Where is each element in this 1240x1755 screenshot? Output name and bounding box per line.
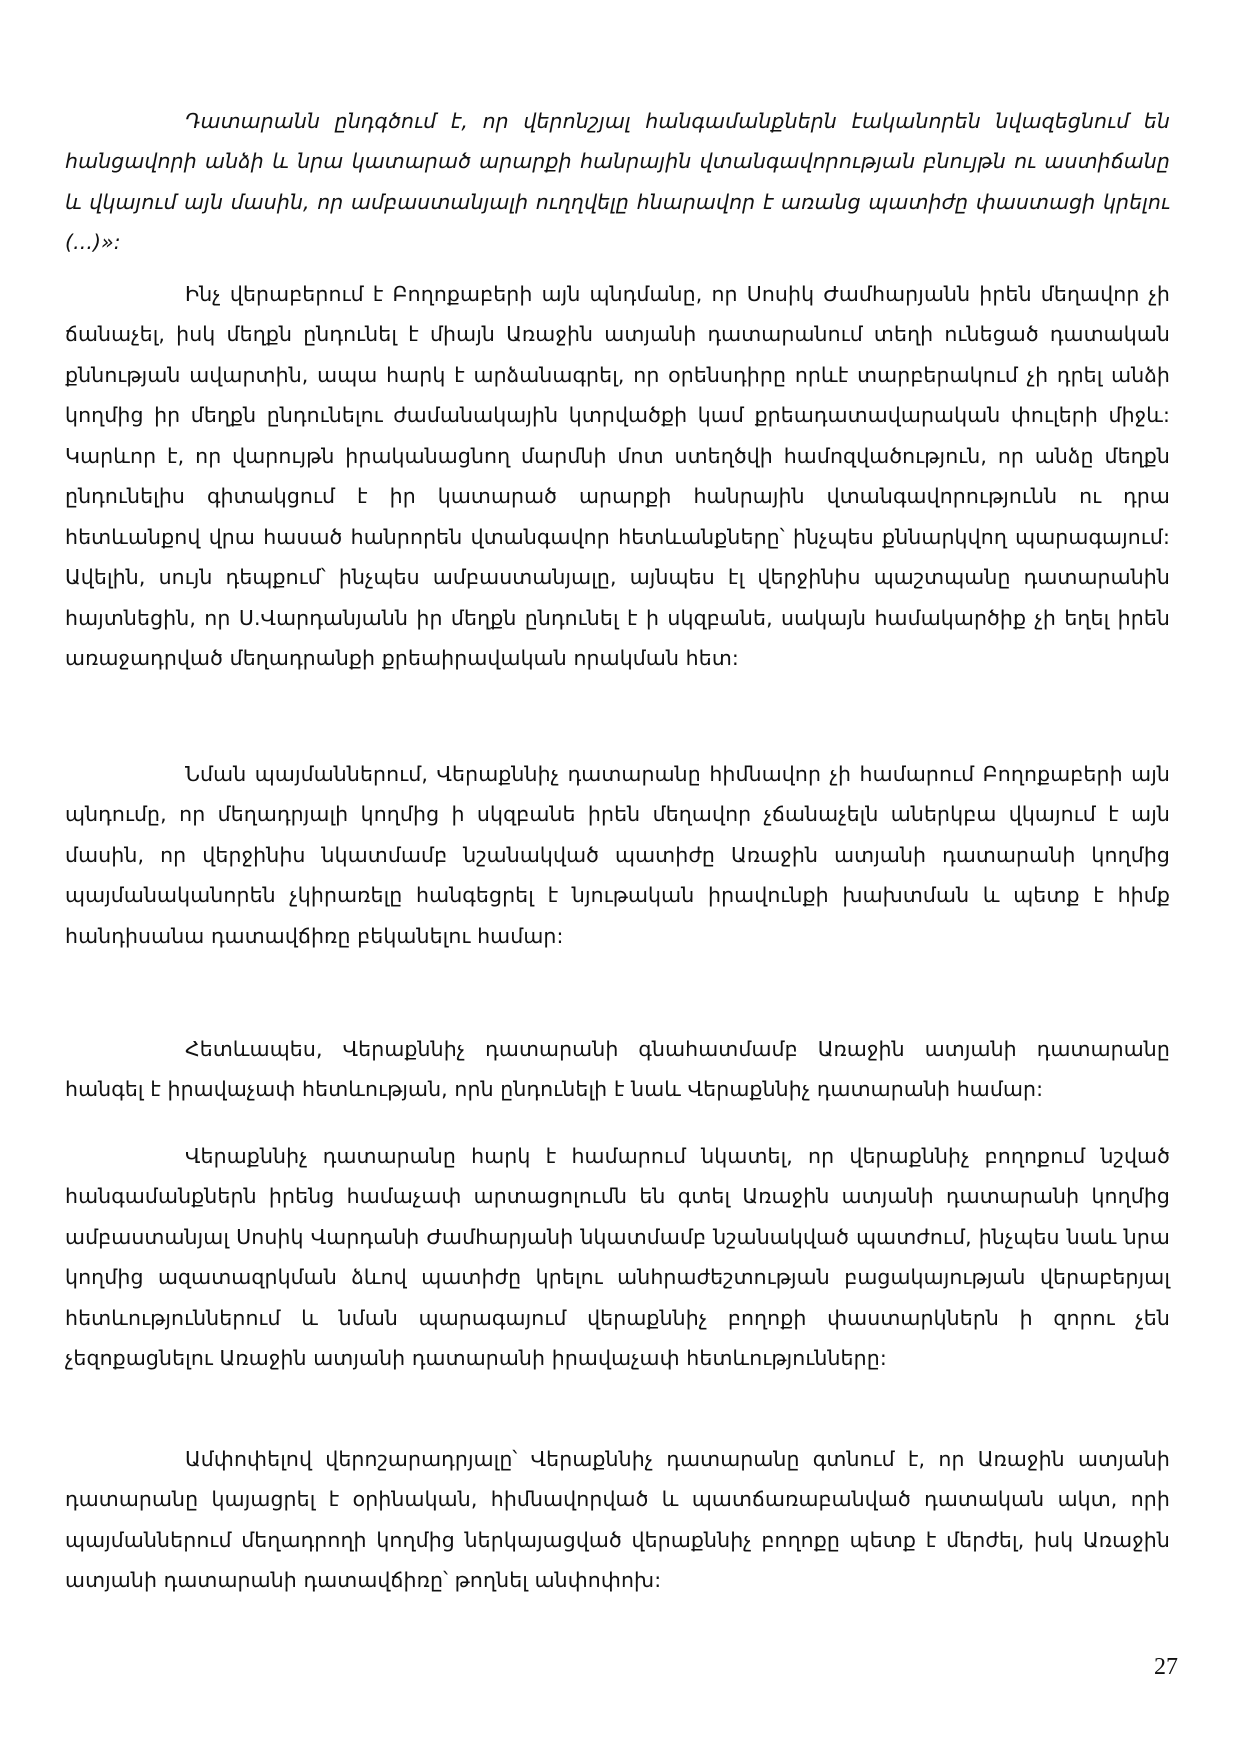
paragraph-appeal-claim-rejected: Նման պայմաններում, Վերաքննիչ դատարանը հիմնավոր չի համարում Բողոքաբերի այն պնդումը, որ մեղադրյալի կողմից ի սկզբանե իրեն մեղավոր չճանաչելն աներկբա վկայում է այն մասին, որ վերջինիս նկատմամբ նշանակված պատիժը Առաջին ատյանի դատարանի կողմից պայմանականորեն չկիրառելը հանգեցրել է նյութական իրավունքի խախտման և պետք է հիմք հանդիսանա դատավճիռը բեկանելու համար: [65,761,1170,948]
paragraph-final-summary: Ամփոփելով վերոշարադրյալը՝ Վերաքննիչ դատարանը գտնում է, որ Առաջին ատյանի դատարանը կայացրել է օրինական, հիմնավորված և պատճառաբանված դատական ակտ, որի պայմաններում մեղադրողի կողմից ներկայացված վերաքննիչ բողոքը պետք է մերժել, իսկ Առաջին ատյանի դատարանի դատավճիռը՝ թողնել անփոփոխ: [65,1446,1170,1592]
paragraph-circumstances-reflected: Վերաքննիչ դատարանը հարկ է համարում նկատել, որ վերաքննիչ բողոքում նշված հանգամանքներն իրենց համաչափ արտացոլումն են գտել Առաջին ատյանի դատարանի կողմից ամբաստանյալ Սոսիկ Վարդանի Ժամհարյանի նկատմամբ նշանակված պատժում, ինչպես նաև նրա կողմից ազատազրկման ձևով պատիժը կրելու անհրաժեշտության բացակայության վերաբերյալ հետևություններում և նման պարագայում վերաքննիչ բողոքի փաստարկներն ի զորու չեն չեզոքացնելու Առաջին ատյանի դատարանի իրավաչափ հետևությունները: [65,1143,1170,1370]
paragraph-conclusion-lawful: Հետևապես, Վերաքննիչ դատարանի գնահատմամբ Առաջին ատյանի դատարանը հանգել է իրավաչափ հետևության, որն ընդունելի է նաև Վերաքննիչ դատարանի համար: [65,1036,1170,1101]
page-number: 27 [1154,1654,1178,1680]
paragraph-guilt-admission-timing: Ինչ վերաբերում է Բողոքաբերի այն պնդմանը, որ Սոսիկ Ժամհարյանն իրեն մեղավոր չի ճանաչել, իսկ մեղքն ընդունել է միայն Առաջին ատյանի դատարանում տեղի ունեցած դատական քննության ավարտին, ապա հարկ է արձանագրել, որ օրենսդիրը որևէ տարբերակում չի դրել անձի կողմից իր մեղքն ընդունելու ժամանակային կտրվածքի կամ քրեադատավարական փուլերի միջև: Կարևոր է, որ վարույթն իրականացնող մարմնի մոտ ստեղծվի համոզվածություն, որ անձը մեղքն ընդունելիս գիտակցում է իր կատարած արարքի հանրային վտանգավորությունն ու դրա հետևանքով վրա հասած հանրորեն վտանգավոր հետևանքները՝ ինչպես քննարկվող պարագայում: Ավելին, սույն դեպքում՝ ինչպես ամբաստանյալը, այնպես էլ վերջինիս պաշտպանը դատարանին հայտնեցին, որ Ս.Վարդանյանն իր մեղքն ընդունել է ի սկզբանե, սակայն համակարծիք չի եղել իրեն առաջադրված մեղադրանքի քրեաիրավական որակման հետ: [65,281,1170,670]
paragraph-quote-court-emphasis: Դատարանն ընդգծում է, որ վերոնշյալ հանգամանքներն էականորեն նվազեցնում են հանցավորի անձի և նրա կատարած արարքի հանրային վտանգավորության բնույթն ու աստիճանը և վկայում այն մասին, որ ամբաստանյալի ուղղվելը հնարավոր է առանց պատիժը փաստացի կրելու (...)»: [65,108,1170,254]
